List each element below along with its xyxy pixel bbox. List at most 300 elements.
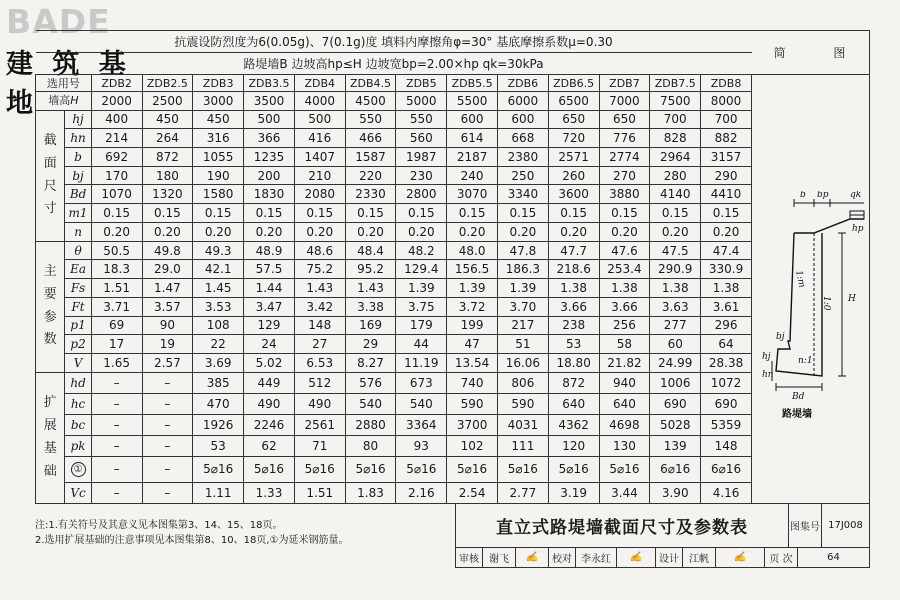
table-cell: 690: [650, 393, 701, 414]
table-cell: 3.72: [447, 297, 498, 316]
table-cell: 48.0: [447, 241, 498, 260]
condition-line-2: 路堤墙B 边坡高hp≤H 边坡宽bp=2.00×hp qk=30kPa: [36, 53, 752, 75]
table-cell: 540: [396, 393, 447, 414]
table-cell: 700: [701, 110, 752, 129]
table-cell: 1926: [193, 414, 244, 435]
table-cell: 3.90: [650, 482, 701, 503]
checker-name: 李永红: [576, 548, 617, 567]
table-cell: 111: [497, 435, 548, 456]
table-row: [36, 353, 752, 372]
table-cell: 490: [244, 393, 295, 414]
table-cell: 2.16: [396, 482, 447, 503]
table-cell: 230: [396, 166, 447, 185]
table-cell: 1.11: [193, 482, 244, 503]
table-cell: 120: [548, 435, 599, 456]
table-cell: 1235: [244, 148, 295, 167]
table-cell: –: [142, 456, 193, 482]
note-1: 注:1.有关符号及其意义见本图集第3、14、15、18页。: [35, 520, 283, 531]
table-cell: 2187: [447, 148, 498, 167]
table-row: [36, 414, 752, 435]
table-cell: 22: [193, 335, 244, 354]
table-cell: 5000: [396, 92, 447, 111]
logo-chinese: 建 筑 基 地: [6, 49, 131, 119]
table-cell: 3.61: [701, 297, 752, 316]
table-cell: 48.4: [345, 241, 396, 260]
table-cell: 1.83: [345, 482, 396, 503]
diagram-label-slope: 1:m: [793, 269, 807, 289]
table-row: [36, 166, 752, 185]
table-cell: 550: [345, 110, 396, 129]
group-label: 主 要 参 数: [36, 241, 65, 372]
table-cell: 828: [650, 129, 701, 148]
table-cell: 95.2: [345, 260, 396, 279]
table-cell: 290: [701, 166, 752, 185]
condition-row-2: [36, 53, 752, 75]
column-header: ZDB3.5: [244, 75, 295, 92]
table-cell: 0.20: [650, 222, 701, 241]
table-cell: 2330: [345, 185, 396, 204]
table-cell: 0.15: [497, 204, 548, 223]
table-cell: 3.42: [294, 297, 345, 316]
table-cell: 590: [497, 393, 548, 414]
table-cell: 47.7: [548, 241, 599, 260]
table-cell: 5⌀16: [447, 456, 498, 482]
table-cell: 512: [294, 372, 345, 393]
table-cell: 5028: [650, 414, 701, 435]
table-cell: 19: [142, 335, 193, 354]
table-cell: 600: [447, 110, 498, 129]
column-header: ZDB5.5: [447, 75, 498, 92]
table-cell: 2380: [497, 148, 548, 167]
diagram-label-bp: bp: [817, 191, 829, 200]
table-cell: 3.71: [91, 297, 142, 316]
table-cell: 290.9: [650, 260, 701, 279]
table-cell: 450: [142, 110, 193, 129]
table-cell: 256: [599, 316, 650, 335]
table-cell: 1.51: [294, 482, 345, 503]
column-header: ZDB2.5: [142, 75, 193, 92]
diagram-label-hp: hp: [852, 224, 864, 234]
notes: [35, 518, 349, 548]
table-cell: 700: [650, 110, 701, 129]
table-cell: 21.82: [599, 353, 650, 372]
table-cell: 3880: [599, 185, 650, 204]
table-cell: –: [91, 372, 142, 393]
table-cell: 882: [701, 129, 752, 148]
table-cell: 5⌀16: [294, 456, 345, 482]
table-cell: 47.5: [650, 241, 701, 260]
table-cell: 47.6: [599, 241, 650, 260]
column-header: ZDB6.5: [548, 75, 599, 92]
table-cell: 4698: [599, 414, 650, 435]
table-cell: 1.38: [650, 279, 701, 298]
table-cell: 3340: [497, 185, 548, 204]
table-cell: –: [91, 435, 142, 456]
table-cell: 0.20: [244, 222, 295, 241]
table-cell: 44: [396, 335, 447, 354]
atlas-number: 17J008: [828, 520, 863, 531]
table-cell: 4140: [650, 185, 701, 204]
table-cell: 0.20: [497, 222, 548, 241]
table-cell: 1.47: [142, 279, 193, 298]
table-cell: –: [142, 435, 193, 456]
table-cell: 90: [142, 316, 193, 335]
diagram-caption: 路堤墙: [782, 409, 812, 420]
table-cell: 5⌀16: [193, 456, 244, 482]
table-cell: 366: [244, 129, 295, 148]
table-cell: 6500: [548, 92, 599, 111]
table-cell: 400: [91, 110, 142, 129]
table-cell: 5⌀16: [548, 456, 599, 482]
column-header: ZDB2: [91, 75, 142, 92]
table-cell: 0.15: [599, 204, 650, 223]
table-cell: 0.15: [294, 204, 345, 223]
table-cell: 1.43: [345, 279, 396, 298]
table-cell: –: [142, 414, 193, 435]
diagram-label-Bd: Bd: [792, 392, 805, 402]
diagram-label-b: b: [800, 191, 806, 200]
table-cell: 1.39: [497, 279, 548, 298]
table-row: [36, 241, 752, 260]
table-cell: 108: [193, 316, 244, 335]
table-cell: 590: [447, 393, 498, 414]
table-cell: 0.15: [345, 204, 396, 223]
row-symbol: Vc: [65, 482, 91, 503]
diagram-label-bj: bj: [776, 332, 785, 342]
row-symbol: Ft: [65, 297, 91, 316]
table-cell: 3.70: [497, 297, 548, 316]
table-cell: 64: [701, 335, 752, 354]
table-cell: 296: [701, 316, 752, 335]
table-cell: 650: [548, 110, 599, 129]
row-symbol: θ: [65, 241, 91, 260]
table-cell: 2.57: [142, 353, 193, 372]
table-cell: 186.3: [497, 260, 548, 279]
table-cell: 2774: [599, 148, 650, 167]
table-cell: 238: [548, 316, 599, 335]
table-cell: 0.15: [650, 204, 701, 223]
table-cell: 60: [650, 335, 701, 354]
table-cell: 1.43: [294, 279, 345, 298]
row-symbol: hc: [65, 393, 91, 414]
table-cell: –: [91, 482, 142, 503]
table-cell: 1.39: [447, 279, 498, 298]
table-cell: 1580: [193, 185, 244, 204]
table-cell: 0.20: [548, 222, 599, 241]
table-row: [36, 279, 752, 298]
diagram-label-n: n:1: [798, 356, 813, 366]
atlas-block: [788, 504, 870, 548]
table-cell: 29.0: [142, 260, 193, 279]
table-cell: –: [91, 393, 142, 414]
row-symbol: hn: [65, 129, 91, 148]
table-row: [36, 148, 752, 167]
table-cell: 48.9: [244, 241, 295, 260]
column-header: ZDB6: [497, 75, 548, 92]
table-cell: 6⌀16: [650, 456, 701, 482]
group-label: 截 面 尺 寸: [36, 110, 65, 241]
table-cell: 7000: [599, 92, 650, 111]
table-cell: 260: [548, 166, 599, 185]
column-header: ZDB3: [193, 75, 244, 92]
row-symbol: V: [65, 353, 91, 372]
column-header: ZDB5: [396, 75, 447, 92]
retaining-wall-diagram: [762, 191, 870, 436]
table-cell: 2800: [396, 185, 447, 204]
table-cell: 550: [396, 110, 447, 129]
review-label: 审核: [456, 548, 483, 567]
table-cell: 28.38: [701, 353, 752, 372]
table-cell: 130: [599, 435, 650, 456]
table-cell: 7500: [650, 92, 701, 111]
table-cell: 277: [650, 316, 701, 335]
table-cell: 3.57: [142, 297, 193, 316]
table-cell: 13.54: [447, 353, 498, 372]
table-cell: 1.45: [193, 279, 244, 298]
table-cell: 3.75: [396, 297, 447, 316]
table-cell: 170: [91, 166, 142, 185]
table-cell: 2246: [244, 414, 295, 435]
diagram-label-hj: hj: [762, 352, 771, 362]
table-cell: 0.20: [294, 222, 345, 241]
table-cell: 2080: [294, 185, 345, 204]
table-cell: 3.63: [650, 297, 701, 316]
table-row: [36, 110, 752, 129]
table-cell: 449: [244, 372, 295, 393]
table-cell: 57.5: [244, 260, 295, 279]
table-cell: 872: [548, 372, 599, 393]
table-row: [36, 482, 752, 503]
table-cell: 253.4: [599, 260, 650, 279]
checker-signature: ✍: [617, 548, 656, 567]
table-cell: 1407: [294, 148, 345, 167]
table-cell: 1006: [650, 372, 701, 393]
table-cell: 650: [599, 110, 650, 129]
column-header: ZDB7.5: [650, 75, 701, 92]
table-cell: 540: [345, 393, 396, 414]
row-symbol: hj: [65, 110, 91, 129]
table-cell: 0.20: [193, 222, 244, 241]
table-cell: 330.9: [701, 260, 752, 279]
table-cell: 8000: [701, 92, 752, 111]
table-cell: 2561: [294, 414, 345, 435]
table-cell: 240: [447, 166, 498, 185]
table-cell: 220: [345, 166, 396, 185]
table-cell: 1830: [244, 185, 295, 204]
rebar-symbol: ①: [71, 462, 86, 477]
table-cell: 75.2: [294, 260, 345, 279]
table-cell: 47.4: [701, 241, 752, 260]
table-cell: 1.38: [599, 279, 650, 298]
table-cell: 129: [244, 316, 295, 335]
table-cell: 11.19: [396, 353, 447, 372]
table-cell: 3.44: [599, 482, 650, 503]
page-label: 页 次: [765, 548, 798, 567]
table-cell: 217: [497, 316, 548, 335]
table-cell: 199: [447, 316, 498, 335]
table-cell: 214: [91, 129, 142, 148]
table-cell: 5.02: [244, 353, 295, 372]
table-cell: 2.54: [447, 482, 498, 503]
wall-height-label: [36, 92, 92, 111]
wall-height-text: 墙高: [48, 94, 71, 108]
table-cell: 8.27: [345, 353, 396, 372]
table-cell: 692: [91, 148, 142, 167]
table-cell: 17: [91, 335, 142, 354]
table-cell: 18.3: [91, 260, 142, 279]
table-cell: 640: [599, 393, 650, 414]
table-cell: 0.15: [142, 204, 193, 223]
table-cell: 3.69: [193, 353, 244, 372]
column-header: ZDB7: [599, 75, 650, 92]
table-row: [36, 185, 752, 204]
table-cell: 16.06: [497, 353, 548, 372]
table-cell: 280: [650, 166, 701, 185]
row-symbol: bc: [65, 414, 91, 435]
table-cell: 0.20: [142, 222, 193, 241]
table-cell: 2964: [650, 148, 701, 167]
table-cell: 2500: [142, 92, 193, 111]
table-cell: 62: [244, 435, 295, 456]
row-symbol: hd: [65, 372, 91, 393]
table-cell: 3500: [244, 92, 295, 111]
table-row: [36, 435, 752, 456]
reviewer-signature: ✍: [516, 548, 549, 567]
table-cell: 1.39: [396, 279, 447, 298]
table-row: [36, 222, 752, 241]
table-cell: 3364: [396, 414, 447, 435]
row-symbol: b: [65, 148, 91, 167]
table-cell: 740: [447, 372, 498, 393]
table-cell: 0.15: [701, 204, 752, 223]
table-cell: –: [91, 456, 142, 482]
table-cell: 316: [193, 129, 244, 148]
column-header-row: [36, 75, 752, 92]
table-cell: 50.5: [91, 241, 142, 260]
table-cell: 6.53: [294, 353, 345, 372]
table-cell: 3070: [447, 185, 498, 204]
logo-latin: BADE: [6, 2, 111, 41]
row-symbol: Ea: [65, 260, 91, 279]
check-label: 校对: [549, 548, 576, 567]
table-cell: 490: [294, 393, 345, 414]
table-cell: 5⌀16: [497, 456, 548, 482]
table-cell: 1070: [91, 185, 142, 204]
table-cell: 180: [142, 166, 193, 185]
table-cell: –: [142, 372, 193, 393]
table-cell: 450: [193, 110, 244, 129]
row-symbol: n: [65, 222, 91, 241]
table-cell: 3.38: [345, 297, 396, 316]
diagram-label-vert: 1:0: [821, 296, 831, 311]
select-label: 选用号: [36, 75, 92, 92]
table-cell: 500: [294, 110, 345, 129]
table-cell: 53: [548, 335, 599, 354]
table-cell: 1.65: [91, 353, 142, 372]
row-symbol: m1: [65, 204, 91, 223]
table-cell: 93: [396, 435, 447, 456]
condition-line-1: 抗震设防烈度为6(0.05g)、7(0.1g)度 填料内摩擦角φ=30° 基底摩擦系数μ=0.30: [36, 31, 752, 53]
table-cell: 148: [701, 435, 752, 456]
table-cell: 6000: [497, 92, 548, 111]
table-cell: 47.8: [497, 241, 548, 260]
table-cell: –: [142, 393, 193, 414]
table-cell: 129.4: [396, 260, 447, 279]
table-cell: 470: [193, 393, 244, 414]
table-cell: 3700: [447, 414, 498, 435]
table-cell: 690: [701, 393, 752, 414]
table-cell: 51: [497, 335, 548, 354]
diagram-label-qk: qk: [850, 191, 862, 200]
table-cell: 3.66: [548, 297, 599, 316]
table-cell: 466: [345, 129, 396, 148]
table-cell: 776: [599, 129, 650, 148]
table-cell: 5359: [701, 414, 752, 435]
table-cell: 3.66: [599, 297, 650, 316]
table-cell: 250: [497, 166, 548, 185]
table-cell: 0.15: [447, 204, 498, 223]
row-symbol: p2: [65, 335, 91, 354]
table-cell: 1587: [345, 148, 396, 167]
table-cell: 1.38: [701, 279, 752, 298]
table-row: [36, 204, 752, 223]
table-cell: 1987: [396, 148, 447, 167]
reviewer-name: 谢飞: [483, 548, 516, 567]
table-cell: 673: [396, 372, 447, 393]
condition-row-1: [36, 31, 752, 53]
row-symbol: Fs: [65, 279, 91, 298]
table-cell: 872: [142, 148, 193, 167]
table-cell: 179: [396, 316, 447, 335]
table-cell: 169: [345, 316, 396, 335]
table-cell: 47: [447, 335, 498, 354]
table-cell: 24.99: [650, 353, 701, 372]
table-cell: 2.77: [497, 482, 548, 503]
wall-height-sym: H: [70, 94, 79, 108]
table-cell: 18.80: [548, 353, 599, 372]
table-cell: 0.20: [345, 222, 396, 241]
table-cell: 3.19: [548, 482, 599, 503]
table-cell: 2571: [548, 148, 599, 167]
table-cell: 2000: [91, 92, 142, 111]
table-cell: 80: [345, 435, 396, 456]
table-cell: 3.47: [244, 297, 295, 316]
table-cell: 139: [650, 435, 701, 456]
table-cell: 0.15: [396, 204, 447, 223]
table-cell: 49.3: [193, 241, 244, 260]
table-cell: 27: [294, 335, 345, 354]
table-cell: 1072: [701, 372, 752, 393]
row-symbol: p1: [65, 316, 91, 335]
table-cell: 668: [497, 129, 548, 148]
table-cell: 416: [294, 129, 345, 148]
table-cell: 218.6: [548, 260, 599, 279]
table-cell: 3.53: [193, 297, 244, 316]
table-row: [36, 335, 752, 354]
table-cell: 42.1: [193, 260, 244, 279]
table-cell: 190: [193, 166, 244, 185]
parameter-table: [35, 30, 752, 504]
design-label: 设计: [656, 548, 683, 567]
table-cell: 1.33: [244, 482, 295, 503]
table-cell: 53: [193, 435, 244, 456]
group-label: 扩 展 基 础: [36, 372, 65, 503]
note-2: 2.选用扩展基础的注意事项见本图集第8、10、18页,①为延米钢筋量。: [35, 535, 349, 546]
column-header: ZDB8: [701, 75, 752, 92]
table-cell: 720: [548, 129, 599, 148]
footer-area: [35, 504, 870, 568]
diagram-label-H: H: [848, 294, 856, 304]
